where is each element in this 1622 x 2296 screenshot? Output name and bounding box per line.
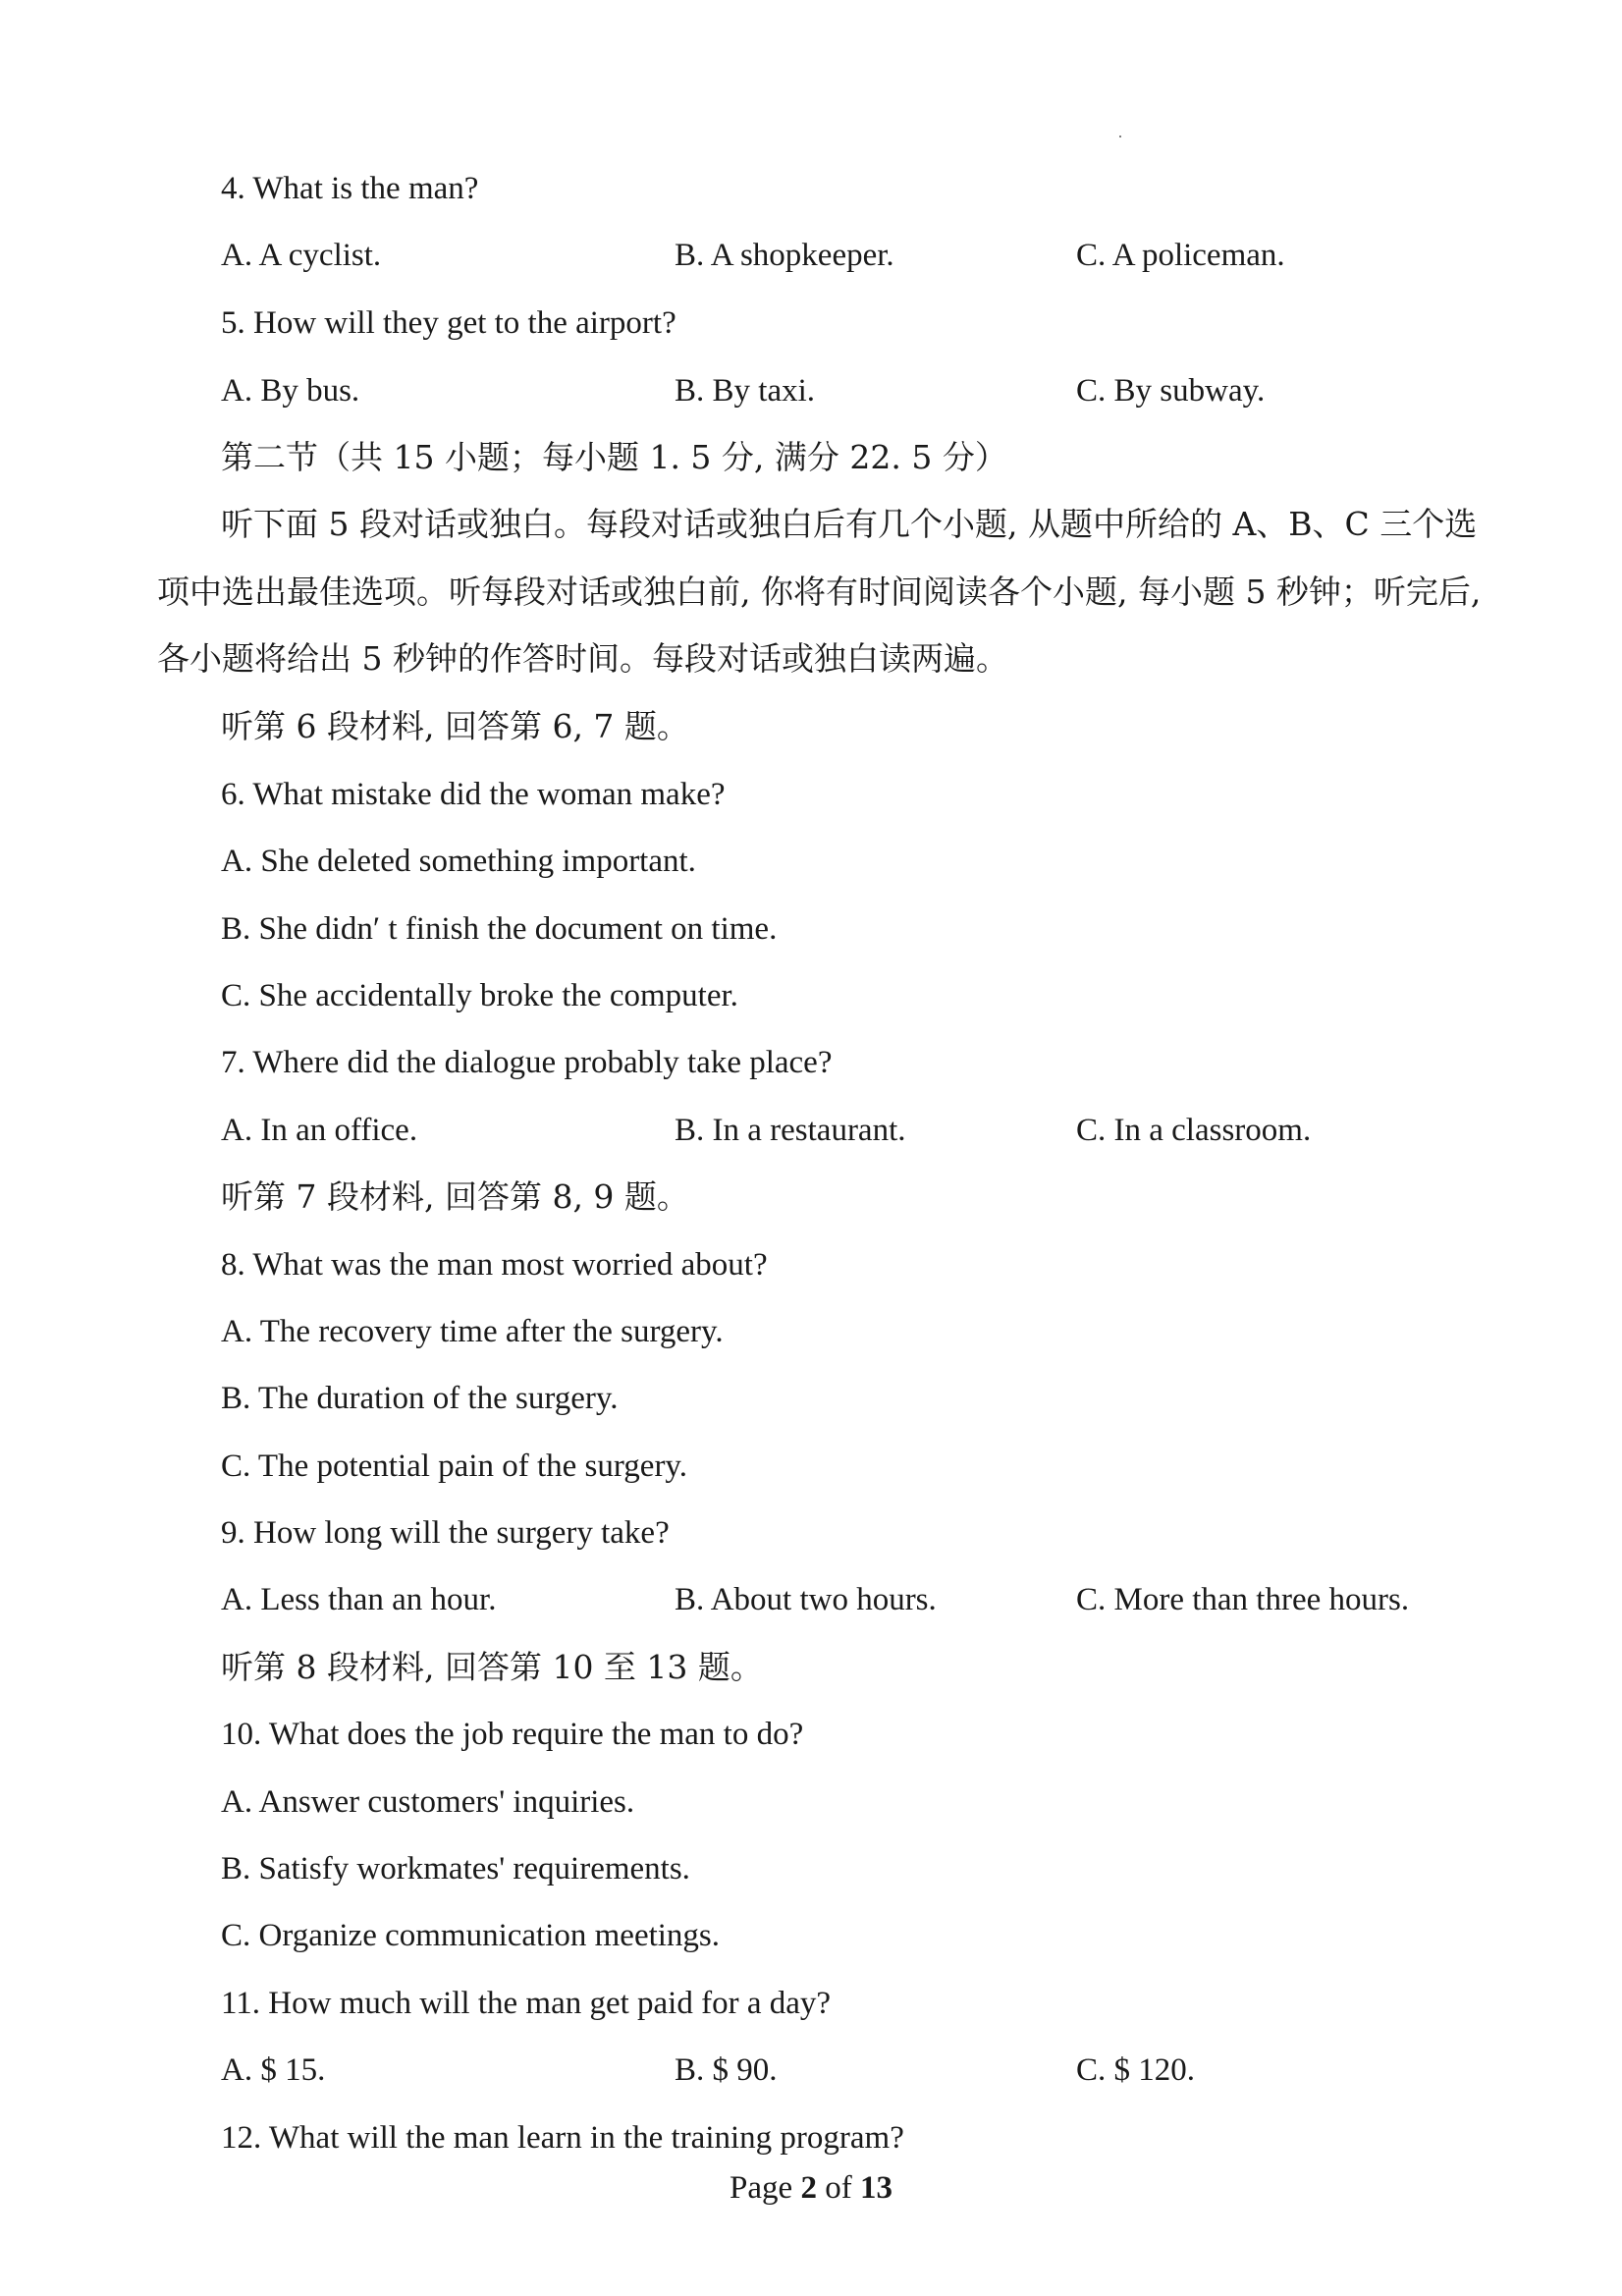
question-stem: 4. What is the man?: [221, 171, 479, 206]
page-label: Page: [730, 2170, 793, 2206]
passage-intro: 听第 6 段材料, 回答第 6, 7 题。: [221, 707, 689, 745]
option-c: C. $ 120.: [1076, 2052, 1196, 2088]
option-c: C. In a classroom.: [1076, 1113, 1312, 1148]
option-c: C. By subway.: [1076, 373, 1266, 409]
question-stem: 12. What will the man learn in the training program?: [221, 2120, 904, 2156]
option-b: B. Satisfy workmates' requirements.: [221, 1851, 690, 1886]
question-stem: 5. How will they get to the airport?: [221, 305, 676, 341]
option-b: B. The duration of the surgery.: [221, 1381, 619, 1416]
option-b: B. By taxi.: [675, 373, 816, 409]
option-b: B. $ 90.: [675, 2052, 778, 2088]
instructions-line: 听下面 5 段对话或独白。每段对话或独白后有几个小题, 从题中所给的 A、B、C 三个选: [221, 505, 1478, 543]
option-a: A. The recovery time after the surgery.: [221, 1314, 724, 1349]
option-b: B. A shopkeeper.: [675, 238, 894, 273]
instructions-line: 项中选出最佳选项。听每段对话或独白前, 你将有时间阅读各个小题, 每小题 5 秒钟；听完后,: [157, 573, 1482, 611]
option-c: C. A policeman.: [1076, 238, 1285, 273]
question-stem: 10. What does the job require the man to do?: [221, 1717, 804, 1752]
scan-dot: [1119, 136, 1121, 137]
question-stem: 6. What mistake did the woman make?: [221, 777, 726, 812]
option-a: A. Answer customers' inquiries.: [221, 1784, 635, 1820]
instructions-line: 各小题将给出 5 秒钟的作答时间。每段对话或独白读两遍。: [157, 639, 1008, 678]
option-c: C. She accidentally broke the computer.: [221, 978, 738, 1013]
option-b: B. About two hours.: [675, 1582, 937, 1617]
option-a: A. In an office.: [221, 1113, 418, 1148]
option-a: A. A cyclist.: [221, 238, 382, 273]
option-a: A. Less than an hour.: [221, 1582, 497, 1617]
option-c: C. Organize communication meetings.: [221, 1918, 721, 1953]
question-stem: 7. Where did the dialogue probably take place?: [221, 1045, 833, 1080]
option-b: B. In a restaurant.: [675, 1113, 906, 1148]
page-of: of: [825, 2170, 852, 2206]
page-footer: [0, 2168, 1622, 2208]
option-c: C. The potential pain of the surgery.: [221, 1449, 688, 1484]
current-page: 2: [800, 2170, 817, 2206]
option-b: B. She didn′ t finish the document on time.: [221, 911, 778, 947]
total-pages: 13: [859, 2170, 892, 2206]
question-stem: 8. What was the man most worried about?: [221, 1247, 768, 1283]
option-a: A. By bus.: [221, 373, 360, 409]
passage-intro: 听第 8 段材料, 回答第 10 至 13 题。: [221, 1648, 763, 1686]
passage-intro: 听第 7 段材料, 回答第 8, 9 题。: [221, 1177, 689, 1216]
option-a: A. $ 15.: [221, 2052, 326, 2088]
question-stem: 9. How long will the surgery take?: [221, 1515, 670, 1551]
option-a: A. She deleted something important.: [221, 844, 696, 879]
option-c: C. More than three hours.: [1076, 1582, 1410, 1617]
question-stem: 11. How much will the man get paid for a day?: [221, 1986, 832, 2021]
section-heading: 第二节（共 15 小题；每小题 1. 5 分, 满分 22. 5 分）: [221, 438, 1007, 476]
